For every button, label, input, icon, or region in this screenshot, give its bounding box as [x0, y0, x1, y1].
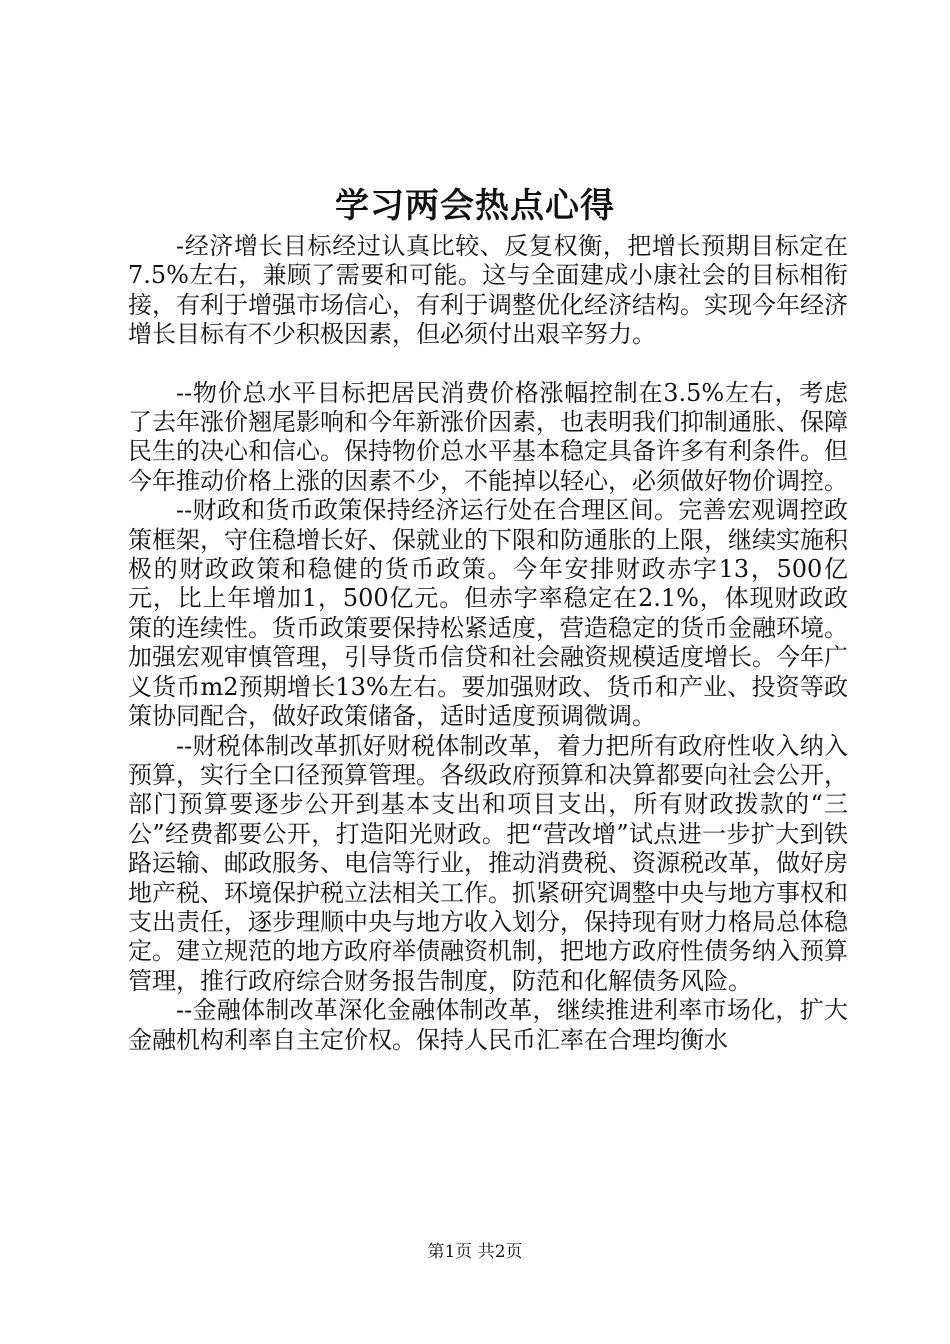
document-body — [128, 232, 848, 1055]
paragraph-financial-reform: --金融体制改革深化金融体制改革，继续推进利率市场化，扩大金融机构利率自主定价权。保持人民币汇率在合理均衡水 — [128, 996, 848, 1054]
paragraph-price-target: --物价总水平目标把居民消费价格涨幅控制在3.5%左右，考虑了去年涨价翘尾影响和今年新涨价因素，也表明我们抑制通胀、保障民生的决心和信心。保持物价总水平基本稳定具备许多有利条件。但今年推动价格上涨的因素不少，不能掉以轻心，必须做好物价调控。 — [128, 378, 848, 495]
paragraph-fiscal-tax-reform: --财税体制改革抓好财税体制改革，着力把所有政府性收入纳入预算，实行全口径预算管理。各级政府预算和决算都要向社会公开，部门预算要逐步公开到基本支出和项目支出，所有财政拨款的“三公”经费都要公开，打造阳光财政。把“营改增”试点进一步扩大到铁路运输、邮政服务、电信等行业，推动消费税、资源税改革，做好房地产税、环境保护税立法相关工作。抓紧研究调整中央与地方事权和支出责任，逐步理顺中央与地方收入划分，保持现有财力格局总体稳定。建立规范的地方政府举债融资机制，把地方政府性债务纳入预算管理，推行政府综合财务报告制度，防范和化解债务风险。 — [128, 731, 848, 995]
document-title: 学习两会热点心得 — [335, 186, 615, 226]
paragraph-growth-target: -经济增长目标经过认真比较、反复权衡，把增长预期目标定在7.5%左右，兼顾了需要和可能。这与全面建成小康社会的目标相衔接，有利于增强市场信心，有利于调整优化经济结构。实现今年经济增长目标有不少积极因素，但必须付出艰辛努力。 — [128, 232, 848, 349]
paragraph-fiscal-monetary-policy: --财政和货币政策保持经济运行处在合理区间。完善宏观调控政策框架，守住稳增长好、保就业的下限和防通胀的上限，继续实施积极的财政政策和稳健的货币政策。今年安排财政赤字13，500亿元，比上年增加1，500亿元。但赤字率稳定在2.1%，体现财政政策的连续性。货币政策要保持松紧适度，营造稳定的货币金融环境。加强宏观审慎管理，引导货币信贷和社会融资规模适度增长。今年广义货币m2预期增长13%左右。要加强财政、货币和产业、投资等政策协同配合，做好政策储备，适时适度预调微调。 — [128, 496, 848, 731]
page-number-footer: 第1页 共2页 — [427, 1242, 523, 1262]
